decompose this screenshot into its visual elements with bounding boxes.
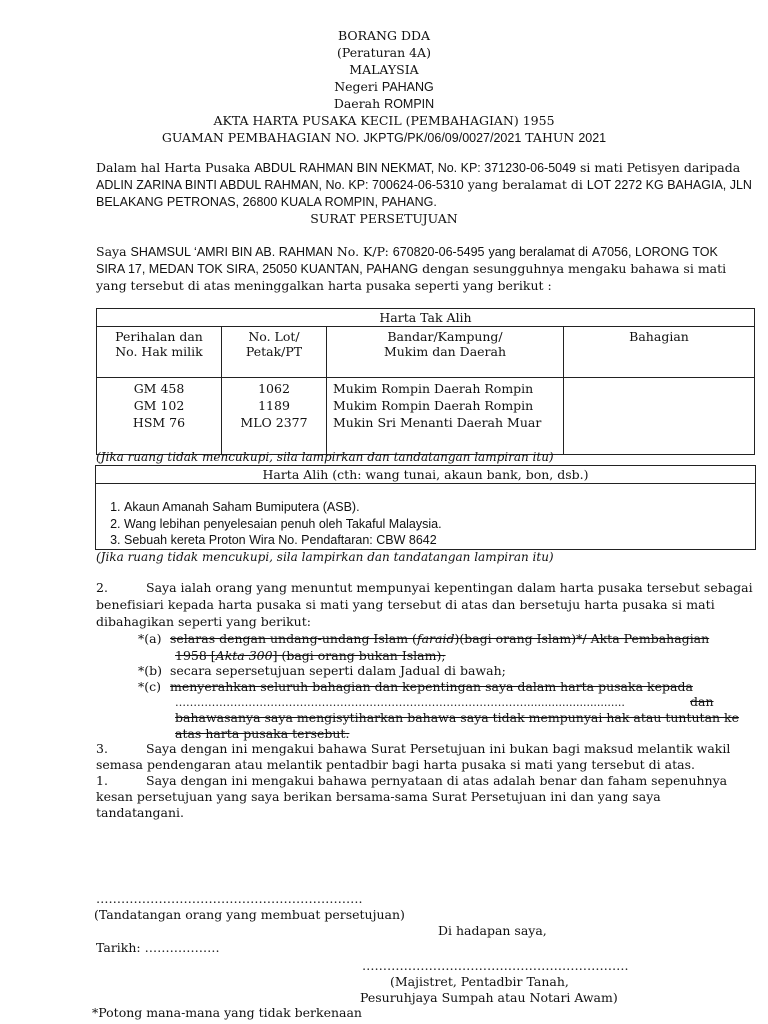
declarant-text: No. K/P: <box>336 244 389 259</box>
declarant-ic: 670820-06-5495 <box>392 245 485 259</box>
para3-line-2: semasa pendengaran atau melantik pentadbir bagi harta pusaka si mati yang tersebut di atas. <box>96 757 695 772</box>
state-line <box>0 79 768 94</box>
declarant-name: SHAMSUL ‘AMRI BIN AB. RAHMAN <box>130 245 333 259</box>
para2-line-3: dibahagikan seperti yang berikut: <box>96 614 311 629</box>
year-label: TAHUN <box>525 130 575 145</box>
para3-line-1: Saya dengan ini mengakui bahawa Surat Persetujuan ini bukan bagi maksud melantik wakil <box>146 741 731 756</box>
list-item: 3. Sebuah kereta Proton Wira No. Pendaftaran: CBW 8642 <box>124 532 755 549</box>
movable-title: Harta Alih (cth: wang tunai, akaun bank, bon, dsb.) <box>96 466 755 484</box>
declarant-line-3: yang tersebut di atas meninggalkan harta pusaka seperti yang berikut : <box>96 278 552 293</box>
footnote: *Potong mana-mana yang tidak berkenaan <box>92 1005 362 1020</box>
declarant-line-2 <box>96 261 726 277</box>
country: MALAYSIA <box>349 62 419 77</box>
option-c-dan: dan <box>690 694 714 709</box>
case-number-line <box>0 130 768 145</box>
option-a-text: )(bagi orang Islam)*/ Akta Pembahagian <box>454 631 710 646</box>
para2-line-2: benefisiari kepada harta pusaka si mati yang tersebut di atas dan bersetuju harta pusaka si mati <box>96 597 715 612</box>
surat-title: SURAT PERSETUJUAN <box>310 211 458 226</box>
state-value: PAHANG <box>381 80 434 94</box>
district-label: Daerah <box>333 96 381 111</box>
signature-label: (Tandatangan orang yang membuat persetujuan) <box>94 907 405 922</box>
immovable-property-table <box>96 308 755 455</box>
declarant-address-1: A7056, LORONG TOK <box>591 245 718 259</box>
movable-property-box <box>95 465 756 550</box>
option-c-line-3: atas harta pusaka tersebut. <box>175 726 350 741</box>
declarant-line-1 <box>96 244 718 260</box>
header-text: No. Lot/ <box>248 329 300 344</box>
space-note-2: (Jika ruang tidak mencukupi, sila lampirkan dan tandatangan lampiran itu) <box>96 550 554 564</box>
option-a-label: *(a) <box>138 631 162 646</box>
header-text: Bandar/Kampung/ <box>387 329 503 344</box>
option-a-line-1 <box>170 631 709 647</box>
para1-line-1: Saya dengan ini mengakui bahawa pernyataan di atas adalah benar dan faham sepenuhnya <box>146 773 728 788</box>
petitioner-address-1: LOT 2272 KG BAHAGIA, JLN <box>586 178 752 192</box>
state-label: Negeri <box>334 79 378 94</box>
option-c-line-1: menyerahkan seluruh bahagian dan kepentingan saya dalam harta pusaka kepada <box>170 679 693 694</box>
option-a-text: ] (bagi orang bukan Islam); <box>272 648 446 663</box>
table-cell: Mukim Rompin Daerah Rompin <box>333 381 534 396</box>
intro-line-2 <box>96 177 752 193</box>
signature-dots: ………………………………………………………. <box>96 891 363 906</box>
option-b-label: *(b) <box>138 663 163 678</box>
option-c-dots: ……………………………………………………………………………………............................ <box>175 696 625 709</box>
district-line <box>0 96 768 111</box>
header-text: Petak/PT <box>245 344 303 359</box>
officer-signature-dots: ………………………………………………………. <box>362 958 629 973</box>
list-item: 1. Akaun Amanah Saham Bumiputera (ASB). <box>124 499 755 516</box>
para1-line-2: kesan persetujuan yang saya berikan bersama-sama Surat Persetujuan ini dan yang saya <box>96 789 661 804</box>
option-a-text: faraid <box>416 631 455 646</box>
before-me: Di hadapan saya, <box>438 923 547 938</box>
header-cell <box>327 327 564 378</box>
header-cell <box>222 327 327 378</box>
option-a-text: Akta 300 <box>215 648 273 663</box>
option-a-text: selaras dengan undang-undang Islam ( <box>170 631 417 646</box>
intro-line-1 <box>96 160 740 176</box>
header-text: Bahagian <box>629 329 689 344</box>
case-number: JKPTG/PK/06/09/0027/2021 <box>363 131 522 145</box>
option-a-text: 1958 [ <box>175 648 216 663</box>
officer-title-1: (Majistret, Pentadbir Tanah, <box>390 974 569 989</box>
space-note-1: (Jika ruang tidak mencukupi, sila lampirkan dan tandatangan lampiran itu) <box>96 450 554 464</box>
officer-title-2: Pesuruhjaya Sumpah atau Notari Awam) <box>360 990 618 1005</box>
table-cell: 1062 <box>258 381 290 396</box>
share-cell <box>564 378 755 455</box>
petitioner-name: ADLIN ZARINA BINTI ABDUL RAHMAN, No. KP: 700624-06-5310 <box>96 178 464 192</box>
option-a-line-2 <box>175 648 446 664</box>
option-b-text: secara sepersetujuan seperti dalam Jadual di bawah; <box>170 663 506 678</box>
list-item: 2. Wang lebihan penyelesaian penuh oleh Takaful Malaysia. <box>124 516 755 533</box>
header-cell <box>97 327 222 378</box>
intro-text: Dalam hal Harta Pusaka <box>96 160 251 175</box>
location-cell <box>327 378 564 455</box>
intro-text: yang beralamat di <box>467 177 583 192</box>
header-text: Mukim dan Daerah <box>383 344 507 359</box>
header-text: No. Hak milik <box>115 344 203 359</box>
immovable-title: Harta Tak Alih <box>97 309 755 327</box>
para1-num: 1. <box>96 773 108 788</box>
date-field: Tarikh: ……………… <box>96 940 220 955</box>
title-no-cell <box>97 378 222 455</box>
year-value: 2021 <box>578 131 607 145</box>
form-title: BORANG DDA <box>337 28 431 43</box>
header-text: Perihalan dan <box>115 329 203 344</box>
table-cell: MLO 2377 <box>240 415 308 430</box>
table-cell: HSM 76 <box>132 415 186 430</box>
option-c-label: *(c) <box>138 679 162 694</box>
header-cell <box>564 327 755 378</box>
declarant-text: yang beralamat di <box>488 245 588 259</box>
act-title: AKTA HARTA PUSAKA KECIL (PEMBAHAGIAN) 1955 <box>213 113 555 128</box>
declarant-text: Saya <box>96 244 127 259</box>
table-cell: GM 458 <box>133 381 185 396</box>
declarant-text: dengan sesungguhnya mengaku bahawa si mati <box>422 261 727 276</box>
deceased-name: ABDUL RAHMAN BIN NEKMAT, No. KP: 371230-06-5049 <box>254 161 576 175</box>
regulation: (Peraturan 4A) <box>337 45 431 60</box>
intro-text: si mati Petisyen daripada <box>579 160 741 175</box>
petitioner-address-2: BELAKANG PETRONAS, 26800 KUALA ROMPIN, PAHANG. <box>96 195 437 209</box>
case-label: GUAMAN PEMBAHAGIAN NO. <box>161 130 360 145</box>
lot-no-cell <box>222 378 327 455</box>
movable-list <box>96 499 755 549</box>
para1-line-3: tandatangani. <box>96 805 184 820</box>
para3-num: 3. <box>96 741 108 756</box>
table-cell: 1189 <box>258 398 290 413</box>
declarant-address-2: SIRA 17, MEDAN TOK SIRA, 25050 KUANTAN, PAHANG <box>96 262 419 276</box>
table-cell: Mukin Sri Menanti Daerah Muar <box>333 415 542 430</box>
para2-line-1: Saya ialah orang yang menuntut mempunyai kepentingan dalam harta pusaka tersebut sebagai <box>146 580 753 595</box>
para2-num: 2. <box>96 580 108 595</box>
table-cell: Mukim Rompin Daerah Rompin <box>333 398 534 413</box>
district-value: ROMPIN <box>384 97 435 111</box>
option-c-line-2: bahawasanya saya mengisytiharkan bahawa saya tidak mempunyai hak atau tuntutan ke <box>175 710 740 725</box>
table-cell: GM 102 <box>133 398 185 413</box>
